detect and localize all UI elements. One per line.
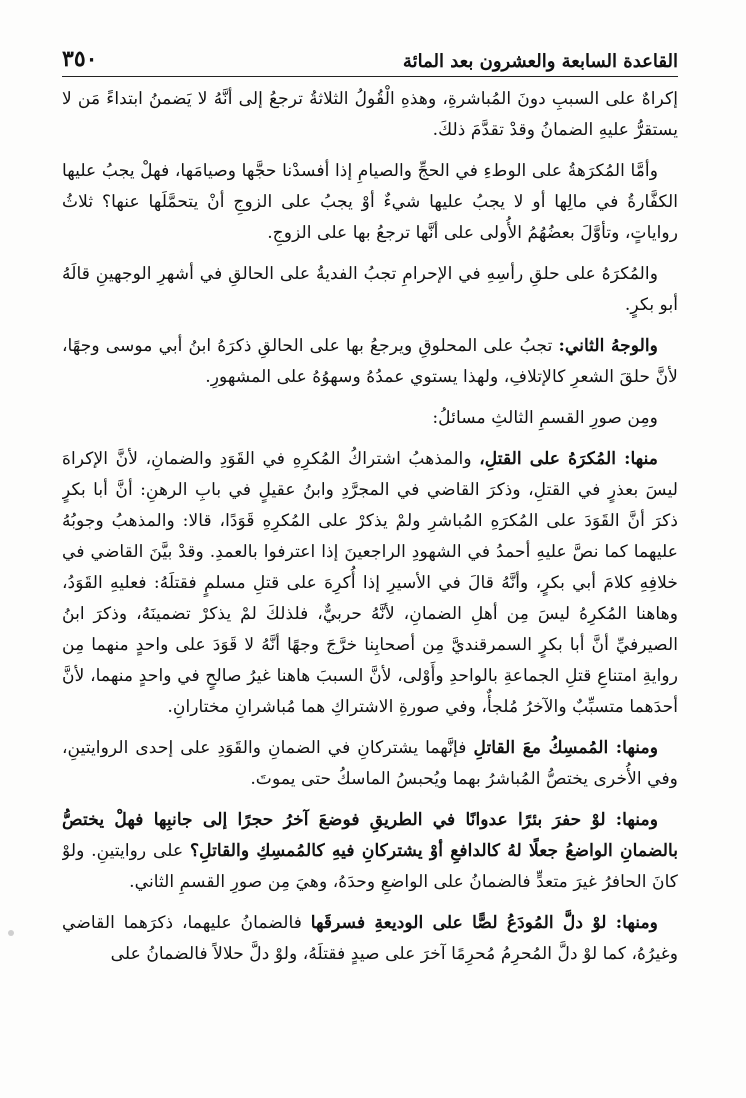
paragraph-text: تجبُ على المحلوقِ ويرجعُ بها على الحالقِ ذكرَهُ ابنُ أبي موسى وجهًا، لأنَّ حلقَ الشعرِ كالإتلافِ، ولهذا يستوي عمدُهُ وسهوُهُ على المشهورِ. [62,336,678,387]
paragraph-lead: ومنها: لوْ حفرَ بئرًا عدوانًا في الطريقِ فوضعَ آخرُ حجرًا إلى جانبِها فهلْ يختصُّ بالضمانِ الواضعُ جعلًا لهُ كالدافعِ أوْ يشتركانِ فيهِ كالمُمسِكِ والقاتلِ؟ [62,810,678,861]
paragraph-lead: منها: المُكرَهُ على القتلِ، [479,449,658,469]
paragraph [62,403,678,434]
scan-speck [8,930,14,936]
paragraph [62,84,678,146]
paragraph-text: فالضمانُ عليهما، ذكرَهما القاضي وغيرُهُ، كما لوْ دلَّ المُحرِمُ مُحرِمًا آخرَ على صيدٍ فقتلَهُ، ولوْ دلَّ حلالاً فالضمانُ على [62,913,678,964]
paragraph-lead: ومنها: لوْ دلَّ المُودَعُ لصًّا على الوديعةِ فسرقَها [310,913,658,933]
paragraph [62,331,678,393]
paragraph-text: فإنَّهما يشتركانِ في الضمانِ والقَوَدِ على إحدى الروايتينِ، وفي الأُخرى يختصُّ المُباشرُ بهما ويُحبسُ الماسكُ حتى يموتَ. [62,738,678,789]
body-text [62,84,678,1088]
paragraph-text: والمُكرَهُ على حلقِ رأسِهِ في الإحرامِ تجبُ الفديةُ على الحالقِ في أشهرِ الوجهينِ قالَهُ أبو بكرٍ. [62,264,678,315]
paragraph [62,259,678,321]
running-header [62,38,678,72]
paragraph-text: ومِن صورِ القسمِ الثالثِ مسائلُ: [432,408,658,428]
paragraph-text: إكراهٌ على السببِ دونَ المُباشرةِ، وهذهِ الْقُولُ الثلاثةُ ترجعُ إلى أنَّهُ لا يَضمنُ ابتداءً مَن لا يستقرُّ عليهِ الضمانُ وقدْ تقدَّمَ ذلكَ. [62,89,678,140]
paragraph [62,444,678,723]
page-number: ٣٥٠ [62,46,98,72]
paragraph [62,733,678,795]
paragraph-lead: ومنها: المُمسِكُ معَ القاتلِ [473,738,659,758]
running-title: القاعدة السابعة والعشرون بعد المائة [402,51,678,72]
header-divider [62,76,678,77]
paragraph-lead: والوجهُ الثاني: [558,336,658,356]
paragraph-text: على روايتينِ. ولوْ كانَ الحافرُ غيرَ متعدٍّ فالضمانُ على الواضعِ وحدَهُ، وهيَ مِن صورِ القسمِ الثاني. [62,841,678,892]
paragraph [62,156,678,249]
paragraph [62,805,678,898]
paragraph-text: وأمَّا المُكرَهةُ على الوطءِ في الحجِّ والصيامِ إذا أفسدْنا حجَّها وصيامَها، فهلْ يجبُ عليها الكفَّارةُ في مالِها أو لا يجبُ عليها شيءٌ أوْ يجبُ على الزوجِ أنْ يتحمَّلَها عنها؟ ثلاثُ رواياتٍ، وتأوَّلَ بعضُهُمُ الأُولى على أنَّها ترجعُ بها على الزوجِ. [62,161,678,243]
paragraph [62,908,678,970]
paragraph-text: والمذهبُ اشتراكُ المُكرِهِ في القَوَدِ والضمانِ، لأنَّ الإكراهَ ليسَ بعذرٍ في القتلِ، وذكرَ القاضي في المجرَّدِ وابنُ عقيلٍ في بابِ الرهنِ: أنَّ أبا بكرٍ ذكرَ أنَّ القَوَدَ على المُكرَهِ المُباشرِ ولمْ يذكرْ على المُكرِهِ قَوَدًا، قالا: والمذهبُ وجوبُهُ عليهما كما نصَّ عليهِ أحمدُ في الشهودِ الراجعينَ إذا اعترفوا بالعمدِ. وقدْ بيَّنَ القاضي في خلافِهِ كلامَ أبي بكرٍ، وأنَّهُ قالَ في الأسيرِ إذا أُكرِهَ على قتلِ مسلمٍ فقتلَهُ: فعليهِ القَوَدُ، وهاهنا المُكرِهُ ليسَ مِن أهلِ الضمانِ، لأنَّهُ حربيٌّ، فلذلكَ لمْ يذكرْ تضمينَهُ، وذكرَ ابنُ الصيرفيِّ أنَّ أبا بكرٍ السمرقنديَّ مِن أصحابِنا خرَّجَ وجهًا أنَّهُ لا قَوَدَ على واحدٍ منهما مِن روايةِ امتناعِ قتلِ الجماعةِ بالواحدِ وأَوْلى، لأنَّ السببَ هاهنا غيرُ صالحٍ في واحدٍ منهما، لأنَّ أحدَهما متسبِّبٌ والآخرُ مُلجأٌ، وفي صورةِ الاشتراكِ هما مُباشرانِ مختارانِ. [62,449,678,717]
